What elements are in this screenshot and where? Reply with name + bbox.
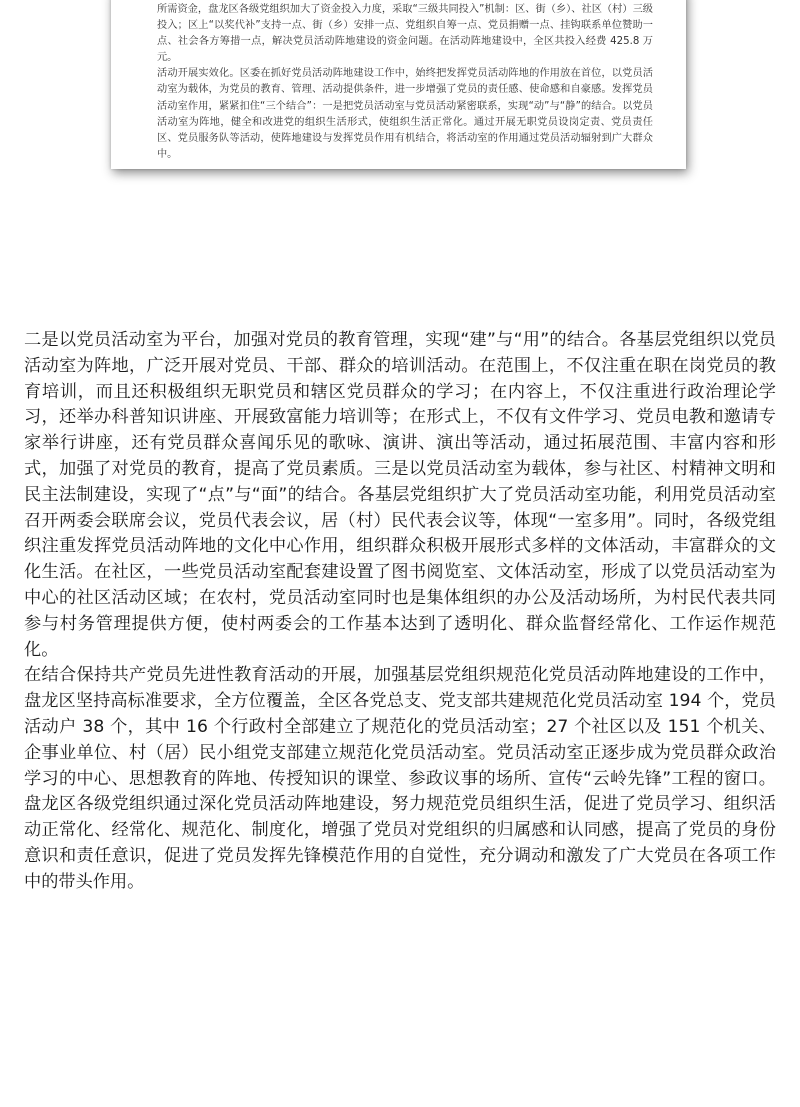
- main-article-body: [24, 328, 776, 896]
- preview-paragraph-2: 活动开展实效化。区委在抓好党员活动阵地建设工作中，始终把发挥党员活动阵地的作用放在首位，以党员活动室为载体，为党员的教育、管理、活动提供条件，进一步增强了党员的责任感、使命感和自豪感。发挥党员活动室作用，紧紧扣住“三个结合”：一是把党员活动室与党员活动紧密联系，实现“动”与“静”的结合。以党员活动室为阵地，健全和改进党的组织生活形式，使组织生活正常化。通过开展无职党员设岗定责、党员责任区、党员服务队等活动，使阵地建设与发挥党员作用有机结合，将活动室的作用通过党员活动辐射到广大群众中。: [157, 68, 653, 160]
- document-preview-card: [111, 0, 686, 169]
- body-paragraph-1: 二是以党员活动室为平台，加强对党员的教育管理，实现“建”与“用”的结合。各基层党组织以党员活动室为阵地，广泛开展对党员、干部、群众的培训活动。在范围上，不仅注重在职在岗党员的教育培训，而且还积极组织无职党员和辖区党员群众的学习；在内容上，不仅注重进行政治理论学习，还举办科普知识讲座、开展致富能力培训等；在形式上，不仅有文件学习、党员电教和邀请专家举行讲座，还有党员群众喜闻乐见的歌咏、演讲、演出等活动，通过拓展范围、丰富内容和形式，加强了对党员的教育，提高了党员素质。三是以党员活动室为载体，参与社区、村精神文明和民主法制建设，实现了“点”与“面”的结合。各基层党组织扩大了党员活动室功能，利用党员活动室召开两委会联席会议，党员代表会议，居（村）民代表会议等，体现“一室多用”。同时，各级党组织注重发挥党员活动阵地的文化中心作用，组织群众积极开展形式多样的文体活动，丰富群众的文化生活。在社区，一些党员活动室配套建设置了图书阅览室、文体活动室，形成了以党员活动室为中心的社区活动区域；在农村，党员活动室同时也是集体组织的办公及活动场所，为村民代表共同参与村务管理提供方便，使村两委会的工作基本达到了透明化、群众监督经常化、工作运作规范化。: [24, 330, 776, 660]
- body-paragraph-2: 在结合保持共产党员先进性教育活动的开展，加强基层党组织规范化党员活动阵地建设的工作中，盘龙区坚持高标准要求，全方位覆盖，全区各党总支、党支部共建规范化党员活动室 194 个，党员活动户 38 个，其中 16 个行政村全部建立了规范化的党员活动室；27 个社区以及 151 个机关、企事业单位、村（居）民小组党支部建立规范化党员活动室。党员活动室正逐步成为党员群众政治学习的中心、思想教育的阵地、传授知识的课堂、参政议事的场所、宣传“云岭先锋”工程的窗口。盘龙区各级党组织通过深化党员活动阵地建设，努力规范党员组织生活，促进了党员学习、组织活动正常化、经常化、规范化、制度化，增强了党员对党组织的归属感和认同感，提高了党员的身份意识和责任意识，促进了党员发挥先锋模范作用的自觉性，充分调动和激发了广大党员在各项工作中的带头作用。: [24, 665, 776, 892]
- preview-paragraph-1: 所需资金，盘龙区各级党组织加大了资金投入力度，采取“三级共同投入”机制：区、街（乡）、社区（村）三级投入；区上“以奖代补”支持一点、街（乡）安排一点、党组织自筹一点、党员捐赠一点、挂钩联系单位赞助一点、社会各方筹措一点，解决党员活动阵地建设的资金问题。在活动阵地建设中，全区共投入经费 425.8 万元。: [157, 4, 653, 64]
- preview-text: [157, 2, 653, 163]
